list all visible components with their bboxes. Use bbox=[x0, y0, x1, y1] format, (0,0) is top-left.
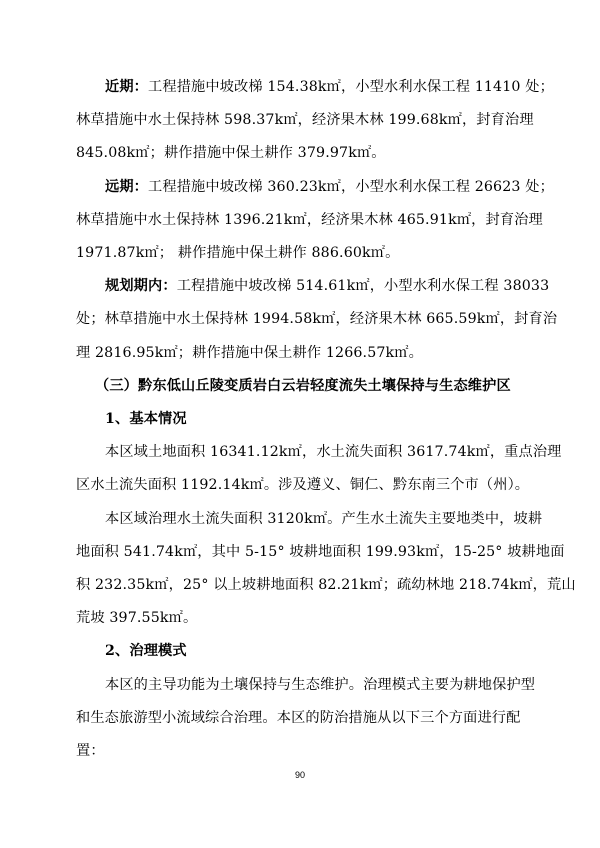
basic-info-heading: 1、基本情况 bbox=[105, 411, 187, 427]
basic-info-paragraph-2-line-4: 荒坡 397.55k㎡。 bbox=[76, 610, 198, 626]
planning-period-line-1 bbox=[105, 276, 550, 296]
basic-info-paragraph-1-line-2: 区水土流失面积 1192.14k㎡。涉及遵义、铜仁、黔东南三个市（州）。 bbox=[76, 477, 530, 493]
basic-info-paragraph-2-line-1: 本区域治理水土流失面积 3120k㎡。产生水土流失主要地类中，坡耕 bbox=[105, 511, 543, 527]
section-title: （三）黔东低山丘陵变质岩白云岩轻度流失土壤保持与生态维护区 bbox=[95, 378, 511, 394]
basic-info-paragraph-2-line-3: 积 232.35k㎡，25° 以上坡耕地面积 82.21k㎡；疏幼林地 218.74k㎡，荒山 bbox=[76, 577, 576, 593]
near-term-line-2: 林草措施中水土保持林 598.37k㎡，经济果木林 199.68k㎡，封育治理 bbox=[76, 112, 534, 128]
governance-mode-line-2: 和生态旅游型小流域综合治理。本区的防治措施从以下三个方面进行配 bbox=[76, 710, 521, 726]
long-term-text: 工程措施中坡改梯 360.23k㎡，小型水利水保工程 26623 处； bbox=[148, 179, 554, 195]
page-number: 90 bbox=[294, 770, 305, 780]
long-term-heading: 远期： bbox=[105, 179, 149, 195]
planning-period-heading: 规划期内： bbox=[105, 278, 177, 294]
governance-mode-line-3: 置： bbox=[76, 743, 105, 759]
long-term-line-2: 林草措施中水土保持林 1396.21k㎡，经济果木林 465.91k㎡，封育治理 bbox=[76, 212, 543, 228]
planning-period-line-2: 处；林草措施中水土保持林 1994.58k㎡，经济果木林 665.59k㎡，封育治 bbox=[76, 311, 558, 327]
long-term-line-3: 1971.87k㎡； 耕作措施中保土耕作 886.60k㎡。 bbox=[76, 245, 400, 261]
near-term-heading: 近期： bbox=[105, 79, 149, 95]
near-term-text: 工程措施中坡改梯 154.38k㎡，小型水利水保工程 11410 处； bbox=[148, 79, 554, 95]
planning-period-line-3: 理 2816.95k㎡；耕作措施中保土耕作 1266.57k㎡。 bbox=[76, 345, 423, 361]
near-term-line-3: 845.08k㎡；耕作措施中保土耕作 379.97k㎡。 bbox=[76, 145, 386, 161]
near-term-line-1 bbox=[105, 77, 554, 97]
planning-period-text: 工程措施中坡改梯 514.61k㎡，小型水利水保工程 38033 bbox=[176, 278, 550, 294]
governance-mode-line-1: 本区的主导功能为土壤保持与生态维护。治理模式主要为耕地保护型 bbox=[105, 677, 536, 693]
long-term-line-1 bbox=[105, 177, 554, 197]
basic-info-paragraph-2-line-2: 地面积 541.74k㎡，其中 5-15° 坡耕地面积 199.93k㎡，15-25° 坡耕地面 bbox=[76, 544, 565, 560]
basic-info-paragraph-1-line-1: 本区域土地面积 16341.12k㎡，水土流失面积 3617.74k㎡，重点治理 bbox=[105, 444, 562, 460]
governance-mode-heading: 2、治理模式 bbox=[105, 643, 187, 659]
